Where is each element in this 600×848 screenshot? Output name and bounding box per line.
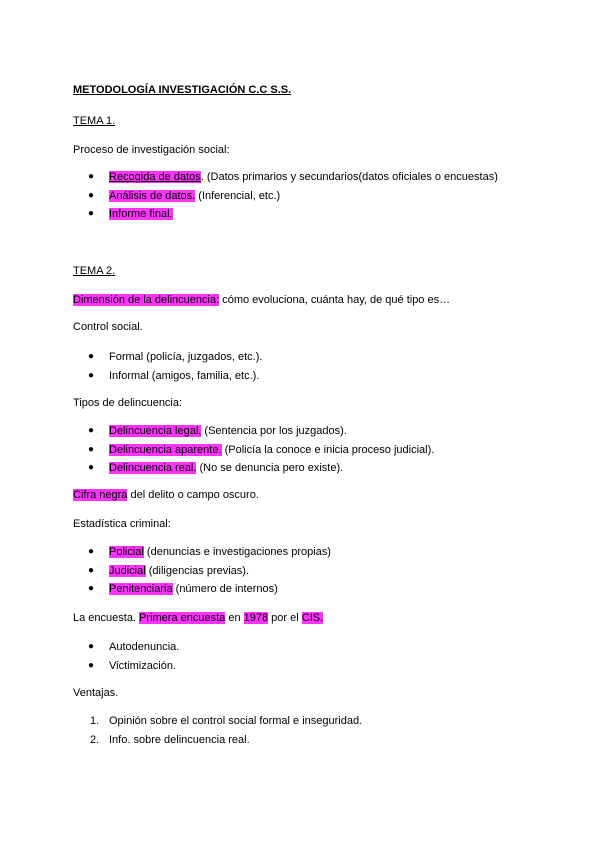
list-item: ● Informe final. [73, 205, 498, 224]
dimension-paragraph: Dimensión de la delincuencia: cómo evoluciona, cuánta hay, de qué tipo es… [73, 294, 451, 306]
tipos-list [73, 422, 434, 478]
list-item: ● Judicial (diligencias previas). [73, 562, 331, 581]
list-item: ● Autodenuncia. [73, 638, 179, 657]
list-item: ● Delincuencia legal. (Sentencia por los juzgados). [73, 422, 434, 441]
bullet-icon: ● [88, 546, 95, 557]
list-item: 1. Opinión sobre el control social formal e inseguridad. [90, 715, 363, 727]
encuesta-list [73, 638, 179, 675]
tipos-label: Tipos de delincuencia: [73, 397, 183, 409]
tema1-intro: Proceso de investigación social: [73, 144, 230, 156]
bullet-icon: ● [88, 443, 95, 455]
ventajas-label: Ventajas. [73, 687, 119, 699]
control-social-label: Control social. [73, 321, 143, 333]
bullet-icon: ● [88, 351, 95, 362]
encuesta-paragraph: La encuesta. Primera encuesta en 1978 por el CIS. [73, 612, 324, 624]
list-item: ● Recogida de datos. (Datos primarios y secundarios(datos oficiales o encuestas) [73, 168, 498, 187]
estadistica-list [73, 543, 331, 599]
control-social-list [73, 348, 262, 385]
cifra-negra-paragraph: Cifra negra del delito o campo oscuro. [73, 489, 259, 501]
bullet-icon: ● [88, 171, 95, 182]
bullet-icon: ● [88, 583, 95, 594]
tema2-heading: TEMA 2. [73, 265, 116, 277]
tema1-list [73, 168, 498, 224]
list-item: ● Análisis de datos. (Inferencial, etc.) [73, 187, 498, 206]
list-item: ● Penitenciaria (número de internos) [73, 580, 331, 599]
list-item: ● Victimización. [73, 657, 179, 676]
bullet-icon: ● [88, 564, 95, 576]
list-item: ● Delincuencia real. (No se denuncia pero existe). [73, 459, 434, 478]
bullet-icon: ● [88, 641, 95, 652]
list-item: ● Informal (amigos, familia, etc.). [73, 367, 262, 386]
bullet-icon: ● [88, 189, 95, 201]
document-title: METODOLOGÍA INVESTIGACIÓN C.C S.S. [73, 84, 292, 96]
ventajas-list [73, 712, 362, 749]
list-item: 2. Info. sobre delincuencia real. [90, 733, 250, 746]
estadistica-label: Estadística criminal: [73, 518, 171, 530]
bullet-icon: ● [88, 462, 95, 473]
list-item: ● Policial (denuncias e investigaciones propias) [73, 543, 331, 562]
list-item: ● Delincuencia aparente. (Policía la conoce e inicia proceso judicial). [73, 441, 434, 460]
bullet-icon: ● [88, 208, 95, 219]
list-item: ● Formal (policía, juzgados, etc.). [73, 348, 262, 367]
tema1-heading: TEMA 1. [73, 115, 116, 127]
bullet-icon: ● [88, 369, 95, 381]
bullet-icon: ● [88, 425, 95, 436]
bullet-icon: ● [88, 659, 95, 671]
